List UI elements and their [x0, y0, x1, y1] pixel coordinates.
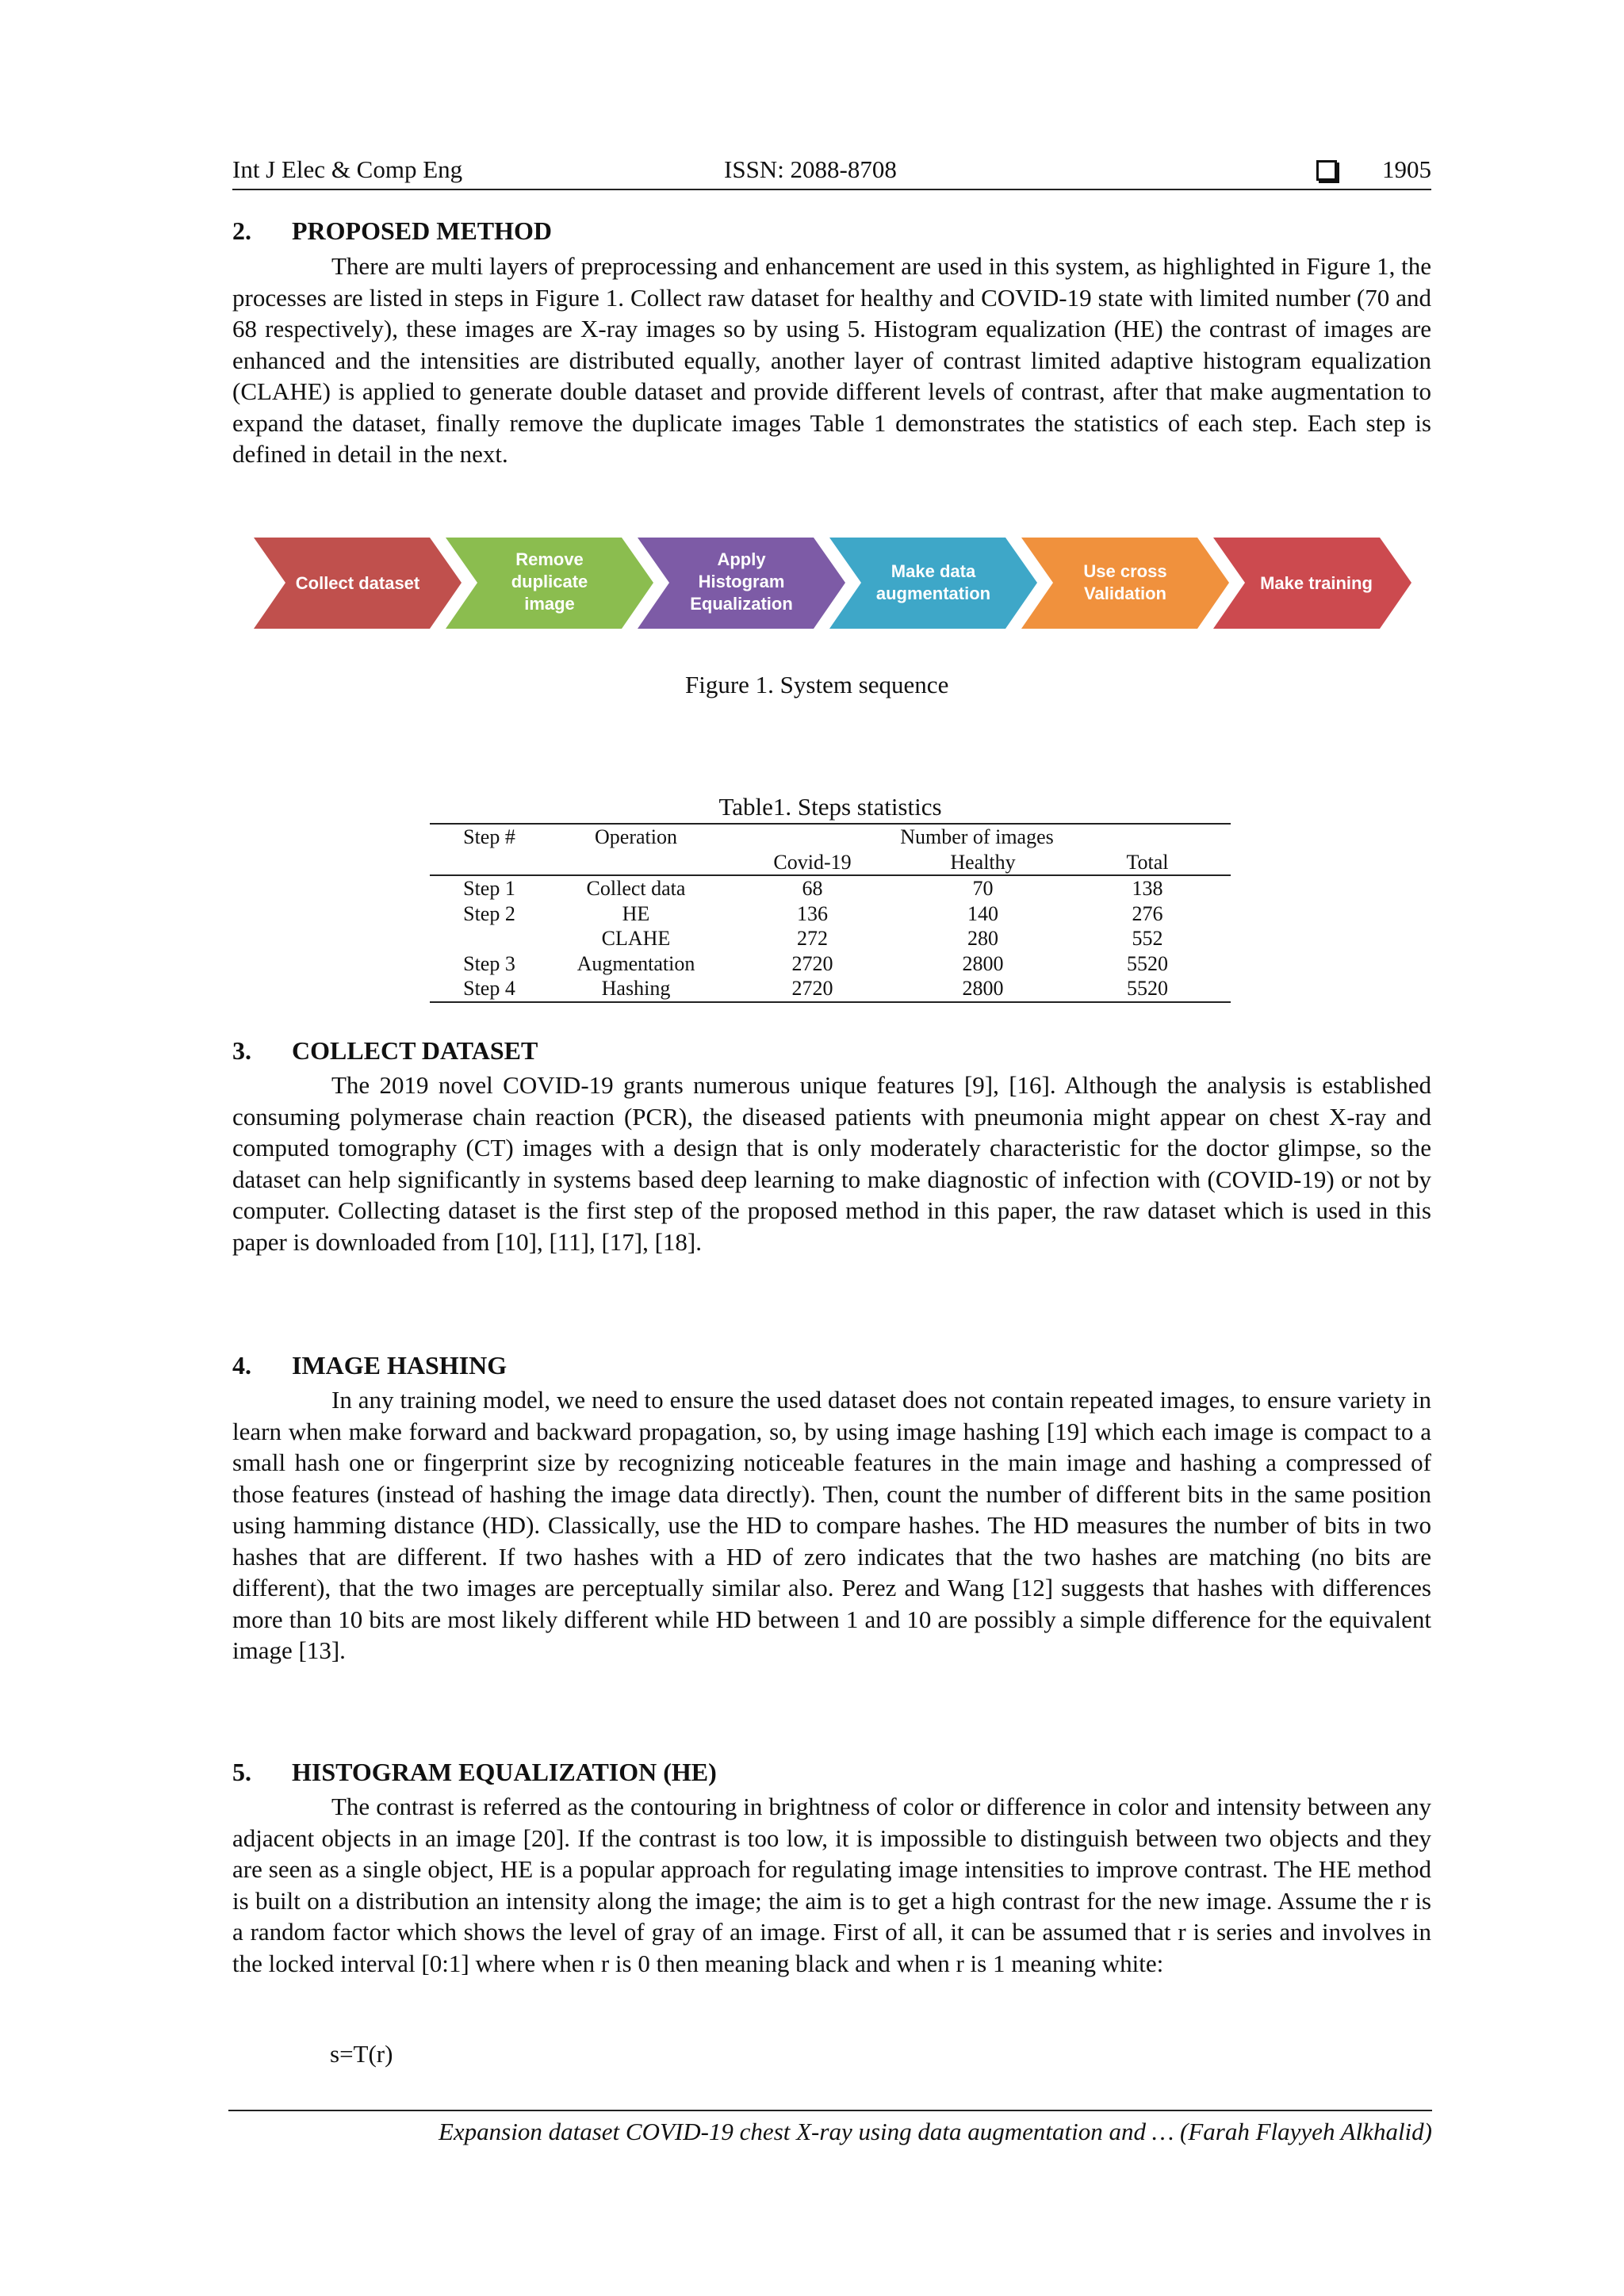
running-footer: Expansion dataset COVID-19 chest X-ray using data augmentation and … (Farah Flayyeh Alkhalid) — [228, 2110, 1432, 2146]
header-number-of-images: Number of images — [900, 825, 1054, 848]
svg-text:Make dataaugmentation: Make data augmentation — [875, 561, 991, 603]
flow-step-3 — [638, 538, 845, 629]
table-1-caption: Table1. Steps statistics — [718, 793, 942, 821]
svg-text:Use crossValidation: Use cross Validation — [1083, 561, 1167, 603]
header-healthy: Healthy — [950, 850, 1016, 874]
table-row: Step 2 HE 136 140 276 — [463, 901, 1163, 925]
flow-step-2 — [446, 538, 653, 629]
system-sequence-figure — [254, 538, 1411, 629]
header-total: Total — [1126, 850, 1169, 874]
section-4-paragraph: In any training model, we need to ensure the used dataset does not contain repeated images, to ensure variety in learn when make forward and backward propagation, so, by using image hashing [19] which each image is compact to a small hash one or fingerprint size by recognizing noticeable features in the main image and hashing a compressed of those features (instead of hashing the image data directly). Then, count the number of different bits in the same position using hamming distance (HD). Classically, use the HD to compare hashes. The HD measures the number of bits in two hashes that are different. If two hashes with a HD of zero indicates that the two hashes are matching (no bits are different), that the two images are perceptually similar also. Perez and Wang [12] suggests that hashes with differences more than 10 bits are most likely different while HD between 1 and 10 are possibly a simple difference for the equivalent image [13]. — [232, 1386, 1431, 1664]
section-3-heading: 3. COLLECT DATASET — [232, 1036, 538, 1065]
section-5-heading: 5. HISTOGRAM EQUALIZATION (HE) — [232, 1758, 717, 1786]
section-3-paragraph: The 2019 novel COVID-19 grants numerous unique features [9], [16]. Although the analysis is established consuming polymerase chain reaction (PCR), the diseased patients with pneumonia might appear on chest X-ray and computed tomography (CT) images with a design that is only moderately characteristic for the doctor glimpse, so the dataset can help significantly in systems based deep learning to make diagnostic of infection with (COVID-19) or not by computer. Collecting dataset is the first step of the proposed method in this paper, the raw dataset which is used in this paper is downloaded from [10], [11], [17], [18]. — [232, 1071, 1431, 1256]
equation: s=T(r) — [330, 2040, 393, 2068]
flow-step-1 — [254, 538, 462, 629]
figure-1-caption: Figure 1. System sequence — [685, 671, 949, 698]
table-row: Step 1 Collect data 68 70 138 — [463, 877, 1163, 900]
svg-text:Removeduplicateimage: Remove duplicate image — [511, 549, 588, 614]
header-step: Step # — [463, 825, 515, 848]
table-subheader-row — [430, 850, 1231, 876]
table-1 — [430, 793, 1231, 1003]
square-bullet-icon — [1316, 160, 1337, 181]
steps-statistics-table — [430, 823, 1231, 1003]
flow-step-6 — [1213, 538, 1411, 629]
section-2-paragraph: There are multi layers of preprocessing and enhancement are used in this system, as highlighted in Figure 1, the processes are listed in steps in Figure 1. Collect raw dataset for healthy and COVID-19 state with limited number (70 and 68 respectively), these images are X-ray images so by using 5. Histogram equalization (HE) the contrast of images are enhanced and the intensities are distributed equally, another layer of contrast limited adaptive histogram equalization (CLAHE) is applied to generate double dataset and provide different levels of contrast, after that make augmentation to expand the dataset, finally remove the duplicate images Table 1 demonstrates the statistics of each step. Each step is defined in detail in the next. — [232, 252, 1431, 468]
table-row: Step 4 Hashing 2720 2800 5520 — [430, 976, 1231, 1002]
flow-step-4 — [829, 538, 1037, 629]
svg-text:Make training: Make training — [1260, 573, 1373, 593]
section-4-heading: 4. IMAGE HASHING — [232, 1351, 508, 1380]
journal-name: Int J Elec & Comp Eng — [232, 155, 463, 183]
issn: ISSN: 2088-8708 — [724, 155, 897, 183]
table-row: Step 3 Augmentation 2720 2800 5520 — [463, 951, 1168, 975]
svg-text:Collect dataset: Collect dataset — [295, 573, 420, 593]
svg-text:ApplyHistogramEqualization: Apply Histogram Equalization — [690, 549, 793, 614]
section-5-paragraph: The contrast is referred as the contouring in brightness of color or difference in color and intensity between any adjacent objects in an image [20]. If the contrast is too low, it is impossible to distinguish between two objects and they are seen as a single object, HE is a popular approach for regulating image intensities to improve contrast. The HE method is built on a distribution an intensity along the image; the aim is to get a high contrast for the new image. Assume the r is a random factor which shows the level of gray of an image. First of all, it can be assumed that r is series and involves in the locked interval [0:1] where when r is 0 then meaning black and when r is 1 meaning white: — [232, 1793, 1431, 1977]
table-row: CLAHE 272 280 552 — [601, 927, 1163, 950]
running-header — [232, 155, 1431, 190]
flow-step-5 — [1021, 538, 1229, 629]
header-operation: Operation — [595, 825, 677, 848]
header-covid: Covid-19 — [773, 850, 852, 874]
table-header-row — [430, 824, 1231, 850]
section-2-heading: 2. PROPOSED METHOD — [232, 216, 553, 245]
page-number: 1905 — [1382, 155, 1431, 183]
